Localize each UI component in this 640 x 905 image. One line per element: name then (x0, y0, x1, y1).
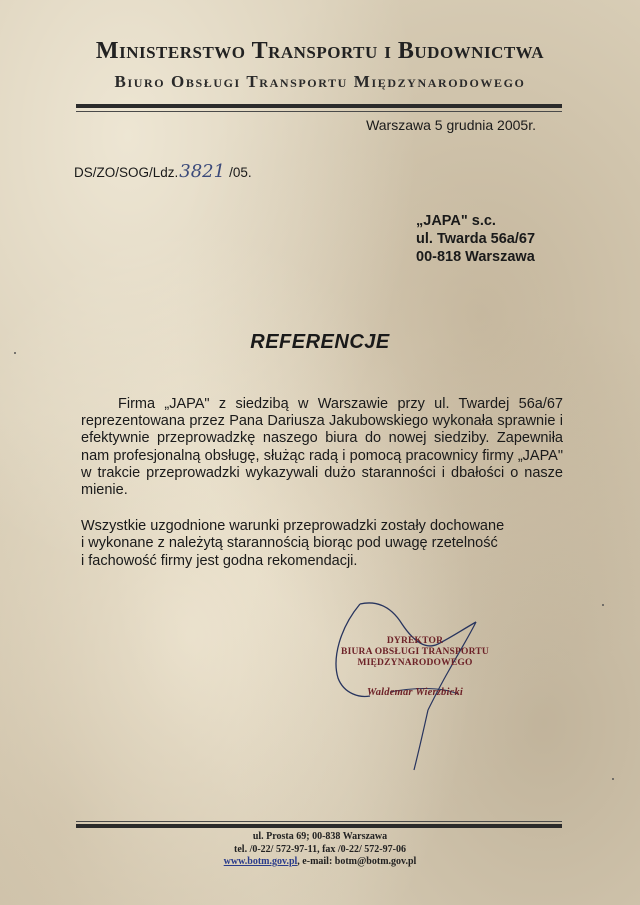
addressee-street: ul. Twarda 56a/67 (416, 231, 536, 247)
header-divider-thick (76, 104, 562, 108)
bureau-name: Biuro Obsługi Transportu Międzynarodowego (114, 72, 526, 91)
document-title: REFERENCJE (250, 331, 390, 353)
body-paragraph-2-line-3: i fachowość firmy jest godna rekomendacji. (81, 552, 358, 569)
body-paragraph-2-line-1: Wszystkie uzgodnione warunki przeprowadzki zostały dochowane (81, 518, 505, 535)
footer-address: ul. Prosta 69; 00-838 Warszawa (252, 831, 388, 842)
stamp-bureau-line: BIURA OBSŁUGI TRANSPORTU (341, 647, 489, 657)
footer-web-email-line (0, 856, 640, 869)
letter-date: Warszawa 5 grudnia 2005r. (366, 117, 536, 133)
header-divider-thin (76, 111, 562, 112)
signature-stamp (330, 598, 500, 778)
footer-divider-thick (76, 824, 562, 828)
ministry-name: Ministerstwo Transportu i Budownictwa (95, 38, 545, 64)
paper-speck (612, 778, 614, 780)
reference-prefix: DS/ZO/SOG/Ldz. (74, 165, 179, 180)
footer-contact (0, 831, 640, 869)
body-paragraph-1: Firma „JAPA" z siedzibą w Warszawie przy ul. Twardej 56a/67 reprezentowana przez Pana Dariusza Jakubowskiego wykonała sprawnie i efektywnie przeprowadzkę naszego biura do nowej siedziby. Zapewniła nam profesjonalną obsługę, służąc radą i pomocą pracownicy firmy „JAPA" w trakcie przeprowadzki wykazywali dużo staranności i dbałości o nasze mienie. (81, 396, 563, 499)
stamp-international-line: MIĘDZYNARODOWEGO (357, 658, 473, 668)
footer-website-link[interactable]: www.botm.gov.pl (223, 856, 298, 867)
body-paragraph-2-line-2: i wykonane z należytą starannością biorąc pod uwagę rzetelność (81, 535, 498, 552)
footer-divider-thin (76, 821, 562, 822)
paper-speck (602, 604, 604, 606)
footer-email: , e-mail: botm@botm.gov.pl (297, 856, 417, 867)
body-paragraph-2 (81, 518, 563, 570)
addressee-name: „JAPA" s.c. (416, 213, 496, 229)
addressee-city: 00-818 Warszawa (416, 249, 535, 265)
letter-body (81, 396, 563, 570)
reference-number (74, 161, 252, 182)
reference-handwritten-number: 3821 (179, 161, 226, 182)
stamp-signatory-name: Waldemar Wierzbicki (366, 687, 464, 698)
reference-suffix: /05. (229, 165, 252, 180)
stamp-title-line: DYREKTOR (386, 636, 444, 646)
paper-speck (14, 352, 16, 354)
addressee-block (416, 212, 535, 266)
footer-phone: tel. /0-22/ 572-97-11, fax /0-22/ 572-97-06 (234, 843, 406, 855)
